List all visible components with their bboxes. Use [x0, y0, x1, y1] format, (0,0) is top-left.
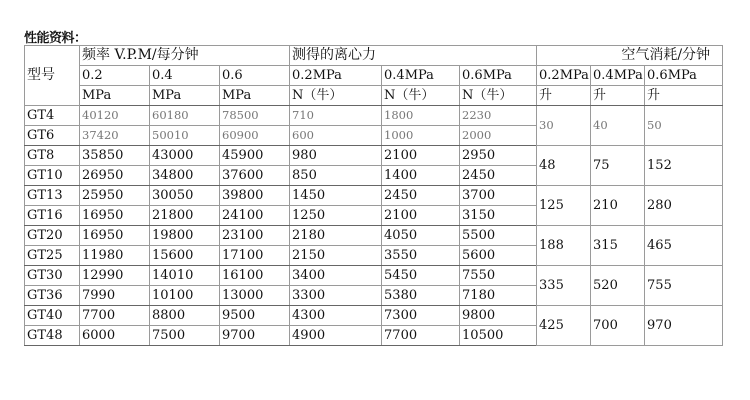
air-consumption-cell: 425: [537, 306, 591, 346]
force-unit-2: N（牛）: [382, 86, 460, 106]
frequency-cell: 14010: [150, 266, 220, 286]
frequency-cell: 21800: [150, 206, 220, 226]
frequency-cell: 9700: [220, 326, 290, 346]
air-consumption-cell: 210: [591, 186, 645, 226]
force-cell: 10500: [460, 326, 537, 346]
frequency-cell: 39800: [220, 186, 290, 206]
air-pressure-2: 0.4MPa: [591, 66, 645, 86]
model-cell: GT16: [25, 206, 80, 226]
force-cell: 5600: [460, 246, 537, 266]
model-cell: GT20: [25, 226, 80, 246]
air-consumption-cell: 40: [591, 106, 645, 146]
air-consumption-cell: 755: [645, 266, 723, 306]
air-consumption-cell: 315: [591, 226, 645, 266]
freq-pressure-1: 0.2: [80, 66, 150, 86]
table-row: [25, 306, 723, 326]
air-consumption-header: 空气消耗/分钟: [537, 46, 723, 66]
model-cell: GT10: [25, 166, 80, 186]
force-cell: 600: [290, 126, 382, 146]
force-cell: 5450: [382, 266, 460, 286]
air-consumption-cell: 970: [645, 306, 723, 346]
force-cell: 2950: [460, 146, 537, 166]
air-consumption-cell: 520: [591, 266, 645, 306]
table-row: [25, 186, 723, 206]
model-cell: GT30: [25, 266, 80, 286]
frequency-cell: 13000: [220, 286, 290, 306]
air-consumption-cell: 30: [537, 106, 591, 146]
model-header: 型号: [25, 46, 80, 106]
frequency-cell: 30050: [150, 186, 220, 206]
freq-pressure-3: 0.6: [220, 66, 290, 86]
frequency-cell: 17100: [220, 246, 290, 266]
table-row: [25, 226, 723, 246]
frequency-cell: 37420: [80, 126, 150, 146]
air-consumption-cell: 50: [645, 106, 723, 146]
force-unit-3: N（牛）: [460, 86, 537, 106]
frequency-cell: 43000: [150, 146, 220, 166]
frequency-cell: 7500: [150, 326, 220, 346]
air-consumption-cell: 188: [537, 226, 591, 266]
model-cell: GT4: [25, 106, 80, 126]
force-cell: 2230: [460, 106, 537, 126]
section-title: 性能资料：: [24, 31, 87, 46]
model-cell: GT25: [25, 246, 80, 266]
force-cell: 5500: [460, 226, 537, 246]
air-unit-3: 升: [645, 86, 723, 106]
model-cell: GT6: [25, 126, 80, 146]
force-cell: 710: [290, 106, 382, 126]
force-cell: 2450: [460, 166, 537, 186]
air-consumption-cell: 700: [591, 306, 645, 346]
frequency-header: 频率 V.P.M/每分钟: [80, 46, 290, 66]
frequency-cell: 60900: [220, 126, 290, 146]
force-cell: 4300: [290, 306, 382, 326]
force-pressure-2: 0.4MPa: [382, 66, 460, 86]
centrifugal-force-header: 测得的离心力: [290, 46, 537, 66]
force-cell: 980: [290, 146, 382, 166]
air-unit-1: 升: [537, 86, 591, 106]
frequency-cell: 6000: [80, 326, 150, 346]
force-cell: 1400: [382, 166, 460, 186]
table-row: [25, 106, 723, 126]
frequency-cell: 35850: [80, 146, 150, 166]
frequency-cell: 23100: [220, 226, 290, 246]
frequency-cell: 78500: [220, 106, 290, 126]
frequency-cell: 16950: [80, 226, 150, 246]
frequency-cell: 34800: [150, 166, 220, 186]
air-consumption-cell: 75: [591, 146, 645, 186]
frequency-cell: 50010: [150, 126, 220, 146]
frequency-cell: 40120: [80, 106, 150, 126]
frequency-cell: 11980: [80, 246, 150, 266]
freq-unit-2: MPa: [150, 86, 220, 106]
force-cell: 1000: [382, 126, 460, 146]
frequency-cell: 19800: [150, 226, 220, 246]
frequency-cell: 7700: [80, 306, 150, 326]
frequency-cell: 45900: [220, 146, 290, 166]
air-consumption-cell: 335: [537, 266, 591, 306]
model-cell: GT13: [25, 186, 80, 206]
air-unit-2: 升: [591, 86, 645, 106]
frequency-cell: 15600: [150, 246, 220, 266]
model-cell: GT8: [25, 146, 80, 166]
force-cell: 1250: [290, 206, 382, 226]
air-consumption-cell: 125: [537, 186, 591, 226]
frequency-cell: 7990: [80, 286, 150, 306]
force-cell: 5380: [382, 286, 460, 306]
air-consumption-cell: 48: [537, 146, 591, 186]
freq-unit-3: MPa: [220, 86, 290, 106]
force-cell: 850: [290, 166, 382, 186]
force-cell: 2450: [382, 186, 460, 206]
force-pressure-3: 0.6MPa: [460, 66, 537, 86]
force-cell: 4050: [382, 226, 460, 246]
force-cell: 3700: [460, 186, 537, 206]
air-pressure-3: 0.6MPa: [645, 66, 723, 86]
frequency-cell: 8800: [150, 306, 220, 326]
freq-unit-1: MPa: [80, 86, 150, 106]
frequency-cell: 16100: [220, 266, 290, 286]
force-unit-1: N（牛）: [290, 86, 382, 106]
freq-pressure-2: 0.4: [150, 66, 220, 86]
table-row: [25, 266, 723, 286]
model-cell: GT36: [25, 286, 80, 306]
model-cell: GT40: [25, 306, 80, 326]
force-cell: 7180: [460, 286, 537, 306]
force-cell: 9800: [460, 306, 537, 326]
force-cell: 3150: [460, 206, 537, 226]
frequency-cell: 24100: [220, 206, 290, 226]
force-pressure-1: 0.2MPa: [290, 66, 382, 86]
air-consumption-cell: 152: [645, 146, 723, 186]
frequency-cell: 10100: [150, 286, 220, 306]
force-cell: 2100: [382, 206, 460, 226]
force-cell: 2000: [460, 126, 537, 146]
force-cell: 4900: [290, 326, 382, 346]
air-consumption-cell: 280: [645, 186, 723, 226]
frequency-cell: 37600: [220, 166, 290, 186]
force-cell: 1800: [382, 106, 460, 126]
force-cell: 3550: [382, 246, 460, 266]
force-cell: 2180: [290, 226, 382, 246]
force-cell: 7550: [460, 266, 537, 286]
force-cell: 3300: [290, 286, 382, 306]
frequency-cell: 60180: [150, 106, 220, 126]
air-consumption-cell: 465: [645, 226, 723, 266]
frequency-cell: 25950: [80, 186, 150, 206]
air-pressure-1: 0.2MPa: [537, 66, 591, 86]
frequency-cell: 12990: [80, 266, 150, 286]
frequency-cell: 26950: [80, 166, 150, 186]
force-cell: 2100: [382, 146, 460, 166]
frequency-cell: 16950: [80, 206, 150, 226]
force-cell: 2150: [290, 246, 382, 266]
force-cell: 1450: [290, 186, 382, 206]
frequency-cell: 9500: [220, 306, 290, 326]
force-cell: 7300: [382, 306, 460, 326]
force-cell: 7700: [382, 326, 460, 346]
table-row: [25, 146, 723, 166]
performance-table: [24, 45, 723, 346]
model-cell: GT48: [25, 326, 80, 346]
force-cell: 3400: [290, 266, 382, 286]
